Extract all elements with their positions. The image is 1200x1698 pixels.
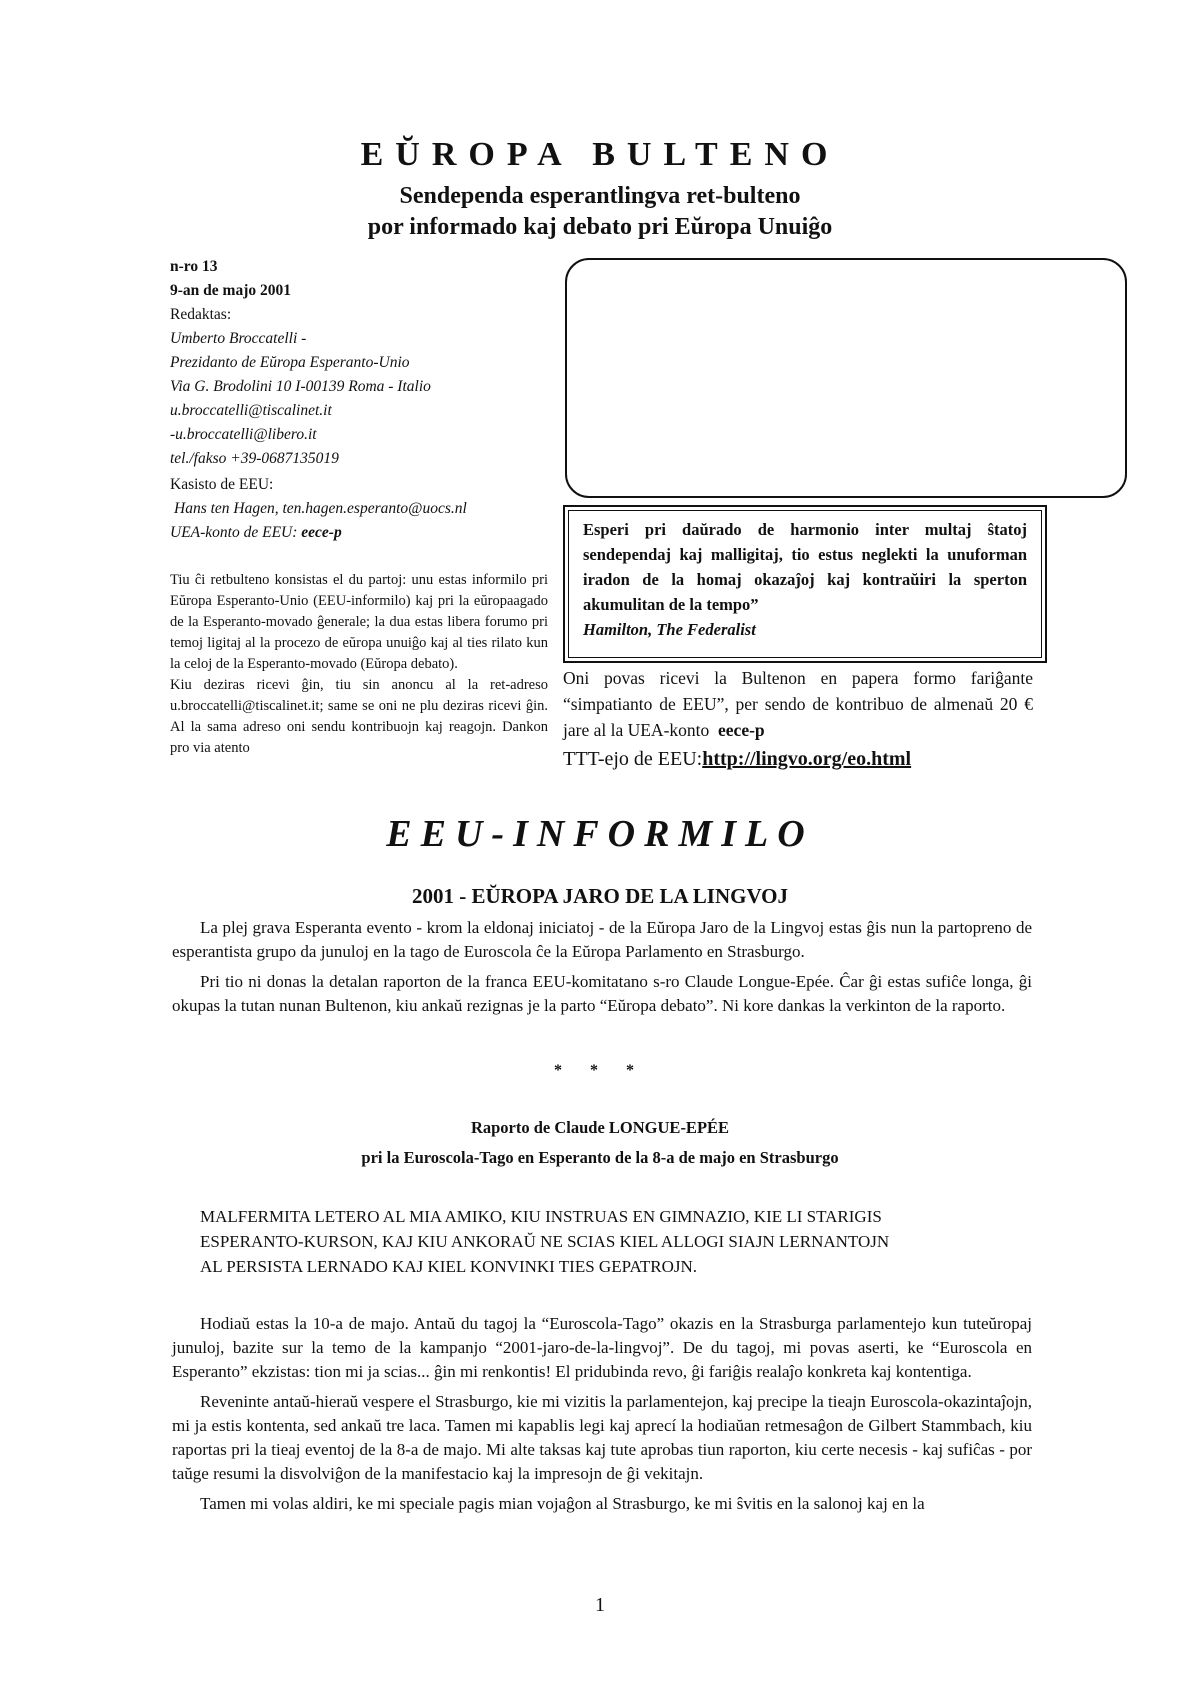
account-label: UEA-konto de EEU: <box>170 524 298 541</box>
quote-author: Hamilton, The Federalist <box>583 620 756 639</box>
website-link[interactable]: http://lingvo.org/eo.html <box>702 748 912 770</box>
body-paragraph: Pri tio ni donas la detalan raporton de la franca EEU-komitatano s-ro Claude Longue-Epée. Ĉar ĝi estas sufiĉe longa, ĝi okupas la tutan nunan Bultenon, kiu ankaŭ rezignas je la parto “Eŭropa debato”. Ni kore dankas la verkinton de la raporto. <box>172 972 1032 1015</box>
quote-text: Esperi pri daŭrado de harmonio inter multaj ŝtatoj sendependaj kaj malligitaj, tio estus neglekti la unuforman iradon de la homaj okazaĵoj kaj kontraŭiri la sperton akumulitan de la tempo” <box>583 520 1027 614</box>
caps-line: ESPERANTO-KURSON, KAJ KIU ANKORAŬ NE SCIAS KIEL ALLOGI SIAJN LERNANTOJN <box>200 1232 890 1251</box>
body-paragraph: La plej grava Esperanta evento - krom la eldonaj iniciatoj - de la Eŭropa Jaro de la Lingvoj estas ĝis nun la partopreno de esperantista grupo da junuloj en la tago de Euroscola ĉe la Eŭropa Parlamento en Strasburgo. <box>172 918 1032 961</box>
account-code: eece-p <box>301 524 342 541</box>
description-paragraph: Tiu ĉi retbulteno konsistas el du partoj: unu estas informilo pri Eŭropa Esperanto-Unio (EEU-informilo) kaj pri la eŭropaagado de la Esperanto-movado ĝenerale; la dua estas libera forumo pri temoj ligitaj al la procezo de eŭropa unuiĝo kaj al ties rilato kun la celoj de la Esperanto-movado (Eŭropa debato). <box>170 572 548 672</box>
bulletin-description <box>170 570 548 759</box>
report-title: Raporto de Claude LONGUE-EPÉE <box>470 1118 730 1137</box>
section-body <box>172 916 1032 1024</box>
caps-line: AL PERSISTA LERNADO KAJ KIEL KONVINKI TIES GEPATROJN. <box>200 1257 698 1276</box>
open-letter-heading <box>200 1204 1040 1279</box>
page-number: 1 <box>595 1594 605 1616</box>
report-paragraph: Hodiaŭ estas la 10-a de majo. Antaŭ du tagoj la “Euroscola-Tago” okazis en la Strasburga parlamentejo kun tuteŭropaj junuloj, bazite sur la temo de la kampanjo “2001-jaro-de-la-lingvoj”. De du tagoj, mi povas aserti, ke “Euroscola en Esperanto” ekzistas: tion mi ja scias... ĝin mi renkontis! El pridubinda revo, ĝi fariĝis realaĵo konkreta kaj kontentiga. <box>172 1314 1032 1381</box>
account-line <box>170 521 550 545</box>
caps-line: MALFERMITA LETERO AL MIA AMIKO, KIU INSTRUAS EN GIMNAZIO, KIE LI STARIGIS <box>200 1207 882 1226</box>
empty-frame-box <box>565 258 1127 498</box>
report-paragraph: Reveninte antaŭ-hieraŭ vespere el Strasburgo, kie mi vizitis la parlamentejon, kaj precipe la tieajn Euroscola-okazintaĵojn, mi ja estis kontenta, sed ankaŭ tre laca. Tamen mi kapablis legi kaj aprecí la hodiaŭan retmesaĝon de Gilbert Stammbach, kiu raportas pri la tieaj eventoj de la 8-a de majo. Mi alte taksas kaj tute aprobas tiun raporton, kiu certe necesis - kaj sufiĉas - por taŭge resumi la disvolviĝon de la manifestacio kaj la impresojn de ĝi vekitajn. <box>172 1392 1032 1483</box>
separator-stars: * * * <box>554 1062 646 1079</box>
cashier-line: Hans ten Hagen, ten.hagen.esperanto@uocs.nl <box>174 500 467 517</box>
bulletin-subtitle-2: por informado kaj debato pri Eŭropa Unuiĝo <box>367 214 833 240</box>
editor-line: Via G. Brodolini 10 I-00139 Roma - Italio <box>170 378 431 395</box>
issue-date: 9-an de majo 2001 <box>170 282 291 299</box>
website-label: TTT-ejo de EEU: <box>563 748 703 770</box>
editor-line: Umberto Broccatelli - <box>170 330 307 347</box>
issue-number: n-ro 13 <box>170 258 218 275</box>
bulletin-subtitle-1: Sendependa esperantlingva ret-bulteno <box>399 183 801 209</box>
report-subtitle: pri la Euroscola-Tago en Esperanto de la 8-a de majo en Strasburgo <box>361 1148 839 1167</box>
section-heading: EEU-INFORMILO <box>386 813 814 855</box>
description-paragraph: Kiu deziras ricevi ĝin, tiu sin anoncu al la ret-adreso u.broccatelli@tiscalinet.it; same se oni ne plu deziras ricevi ĝin. Al la sama adreso oni sendu kontribuojn kaj reagojn. Dankon pro via atento <box>170 677 548 756</box>
quote-box <box>563 505 1047 663</box>
cashier-label: Kasisto de EEU: <box>170 476 274 493</box>
paper-code: eece-p <box>718 720 765 740</box>
section-subheading: 2001 - EŬROPA JARO DE LA LINGVOJ <box>411 884 789 908</box>
report-body <box>172 1312 1032 1522</box>
report-paragraph: Tamen mi volas aldiri, ke mi speciale pagis mian vojaĝon al Strasburgo, ke mi ŝvitis en la salonoj kaj en la <box>200 1494 925 1513</box>
editor-phone: tel./fakso +39-0687135019 <box>170 450 339 467</box>
editor-email-link[interactable]: -u.broccatelli@libero.it <box>170 426 317 443</box>
bulletin-title: EŬROPA BULTENO <box>360 136 840 173</box>
issue-metadata <box>170 255 550 545</box>
editor-email-link[interactable]: u.broccatelli@tiscalinet.it <box>170 402 332 419</box>
quote-inner <box>568 510 1042 658</box>
website-line <box>563 748 1043 771</box>
paper-subscription-note <box>563 665 1033 743</box>
editor-line: Prezidanto de Eŭropa Esperanto-Unio <box>170 354 410 371</box>
paper-text: Oni povas ricevi la Bultenon en papera formo fariĝante “simpatianto de EEU”, per sendo de kontribuo de almenaŭ 20 € jare al la UEA-konto <box>563 668 1033 740</box>
editor-label: Redaktas: <box>170 306 232 323</box>
